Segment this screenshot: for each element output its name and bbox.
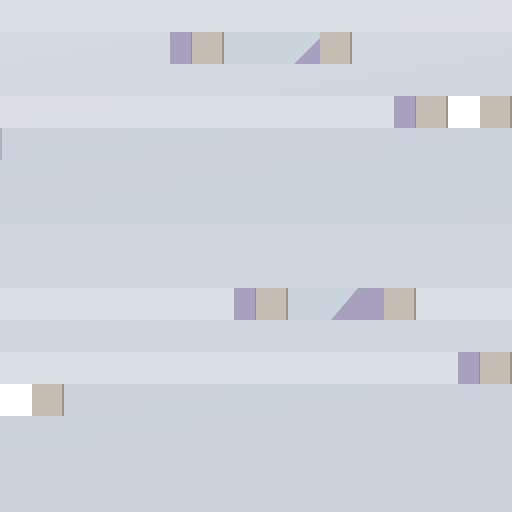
violet-tile[interactable]	[234, 288, 256, 320]
edge-marker	[0, 128, 2, 160]
violet-tile[interactable]	[458, 352, 480, 384]
tan-tile[interactable]	[320, 32, 352, 64]
tan-tile[interactable]	[192, 32, 224, 64]
white-tile[interactable]	[448, 96, 480, 128]
tan-tile[interactable]	[32, 384, 64, 416]
violet-tile[interactable]	[170, 32, 192, 64]
ramp-tile[interactable]	[224, 32, 320, 64]
white-tile[interactable]	[0, 384, 32, 416]
tan-tile[interactable]	[416, 96, 448, 128]
ramp-shape	[224, 32, 320, 64]
tan-tile[interactable]	[256, 288, 288, 320]
ramp-shape	[288, 288, 384, 320]
lane-band	[0, 352, 512, 384]
tan-tile[interactable]	[480, 96, 512, 128]
violet-tile[interactable]	[394, 96, 416, 128]
lane-band	[0, 0, 512, 32]
lane-band	[0, 384, 512, 512]
lane-band	[0, 128, 512, 224]
tan-tile[interactable]	[384, 288, 416, 320]
tan-tile[interactable]	[480, 352, 512, 384]
ramp-tile[interactable]	[288, 288, 384, 320]
